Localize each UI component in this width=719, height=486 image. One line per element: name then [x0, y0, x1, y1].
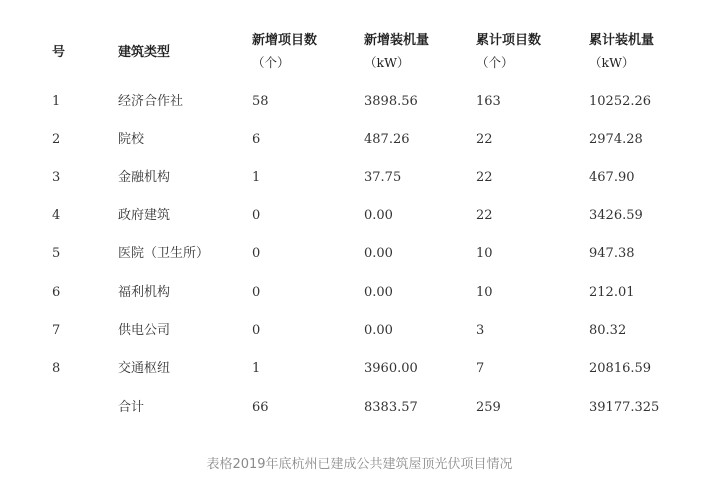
table-cell: 政府建筑: [118, 208, 171, 223]
table-cell: 10: [476, 246, 493, 261]
table-cell: 66: [252, 400, 269, 415]
table-cell: 3960.00: [364, 361, 418, 376]
table-cell: 1: [252, 170, 261, 185]
table-cell: 合计: [118, 400, 145, 415]
table-cell: 交通枢纽: [118, 361, 171, 376]
table-cell: 10252.26: [589, 94, 652, 109]
table-cell: 0.00: [364, 285, 393, 300]
table-cell: 1: [252, 361, 261, 376]
table-cell: 2974.28: [589, 132, 643, 147]
table-cell: 2: [52, 132, 61, 147]
table-cell: 8383.57: [364, 400, 418, 415]
header-cell: 建筑类型: [118, 45, 171, 60]
table-caption: 表格2019年底杭州已建成公共建筑屋顶光伏项目情况: [206, 457, 513, 472]
table-cell: 医院（卫生所）: [118, 246, 210, 261]
table-cell: 37.75: [364, 170, 402, 185]
table-cell: 3898.56: [364, 94, 418, 109]
table-cell: 259: [476, 400, 501, 415]
header-cell: 累计项目数 （个）: [476, 33, 542, 70]
table-cell: 1: [52, 94, 61, 109]
table-cell: 经济合作社: [118, 94, 184, 109]
table-cell: 22: [476, 132, 493, 147]
table-cell: 0.00: [364, 208, 393, 223]
table-cell: 6: [252, 132, 261, 147]
header-cell: 号: [52, 45, 66, 60]
table-cell: 10: [476, 285, 493, 300]
table-cell: 947.38: [589, 246, 635, 261]
table-cell: 0: [252, 208, 261, 223]
table-cell: 0.00: [364, 323, 393, 338]
table-cell: 22: [476, 170, 493, 185]
table-cell: 0: [252, 285, 261, 300]
table-cell: 3: [52, 170, 61, 185]
table-cell: 0.00: [364, 246, 393, 261]
table-cell: 6: [52, 285, 61, 300]
table-cell: 7: [52, 323, 61, 338]
table-cell: 金融机构: [118, 170, 171, 185]
table-cell: 163: [476, 94, 501, 109]
header-cell: 新增项目数 （个）: [252, 33, 318, 70]
table-cell: 22: [476, 208, 493, 223]
table-cell: 3: [476, 323, 485, 338]
table-cell: 80.32: [589, 323, 627, 338]
table-cell: 487.26: [364, 132, 410, 147]
table-cell: 467.90: [589, 170, 635, 185]
header-cell: 累计装机量 （kW）: [589, 33, 655, 70]
table-cell: 0: [252, 323, 261, 338]
table-cell: 20816.59: [589, 361, 652, 376]
table-cell: 4: [52, 208, 61, 223]
table-cell: 院校: [118, 132, 145, 147]
table-cell: 3426.59: [589, 208, 643, 223]
table-cell: 8: [52, 361, 61, 376]
table-cell: 58: [252, 94, 269, 109]
table-cell: 5: [52, 246, 61, 261]
table-cell: 供电公司: [118, 323, 171, 338]
table-cell: 7: [476, 361, 485, 376]
table-cell: 福利机构: [118, 285, 171, 300]
header-cell: 新增装机量 （kW）: [364, 33, 430, 70]
table-cell: 0: [252, 246, 261, 261]
table-cell: 212.01: [589, 285, 635, 300]
table-cell: 39177.325: [589, 400, 660, 415]
